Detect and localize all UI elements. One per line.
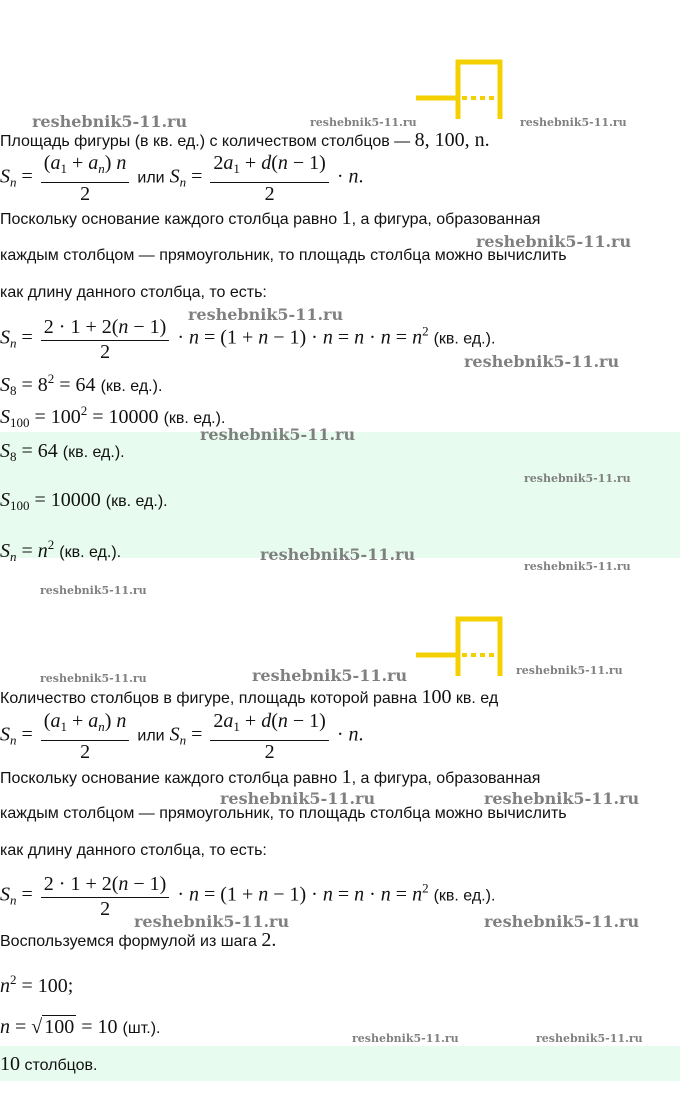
part1-para3: как длину данного столбца, то есть: xyxy=(0,284,267,301)
site-logo-icon xyxy=(414,58,504,122)
part2-para2: каждым столбцом — прямоугольник, то площадь столбца можно вычислить xyxy=(0,805,567,822)
s8-calc: $S_8 = 8^2 = 64$ (кв. ед.). xyxy=(0,371,163,398)
watermark: reshebnik5-11.ru xyxy=(134,912,290,931)
watermark: reshebnik5-11.ru xyxy=(40,672,147,685)
watermark: reshebnik5-11.ru xyxy=(464,352,620,371)
part1-para1: Поскольку основание каждого столбца равно 1, а фигура, образованная xyxy=(0,207,541,229)
watermark: reshebnik5-11.ru xyxy=(252,666,408,685)
part2-para1: Поскольку основание каждого столбца равно 1, а фигура, образованная xyxy=(0,766,541,788)
equation-n-squared: $n^2 = 100$; xyxy=(0,972,74,997)
watermark: reshebnik5-11.ru xyxy=(188,305,344,324)
final-answer: 10 столбцов. xyxy=(0,1053,98,1075)
watermark: reshebnik5-11.ru xyxy=(220,789,376,808)
s100-calc: $S_{100} = 100^2 = 10000$ (кв. ед.). xyxy=(0,403,226,430)
watermark: reshebnik5-11.ru xyxy=(310,116,417,129)
watermark: reshebnik5-11.ru xyxy=(200,425,356,444)
step-reference: Воспользуемся формулой из шага 2. xyxy=(0,929,277,951)
watermark: reshebnik5-11.ru xyxy=(524,560,631,573)
watermark: reshebnik5-11.ru xyxy=(516,664,623,677)
watermark: reshebnik5-11.ru xyxy=(476,232,632,251)
answer-s8: $S_8 = 64$ (кв. ед.). xyxy=(0,440,125,464)
watermark: reshebnik5-11.ru xyxy=(32,112,188,131)
watermark: reshebnik5-11.ru xyxy=(352,1032,459,1045)
answer-block xyxy=(0,1046,680,1081)
answer-s100: $S_{100} = 10000$ (кв. ед.). xyxy=(0,489,168,513)
watermark: reshebnik5-11.ru xyxy=(484,912,640,931)
intro-math: 8, 100, n. xyxy=(414,129,490,151)
derived-formula: $S_n$ = $\frac{2 \cdot 1 + 2(n - 1)}{2}$ · $n = (1 + n - 1) \cdot n = n \cdot n = n^2$ (кв. ед.). xyxy=(0,316,496,363)
watermark: reshebnik5-11.ru xyxy=(40,584,147,597)
sum-formula: $S_n$ = $\frac{(a_1 + a_n) n}{2}$ или $S_n$ = $\frac{2a_1 + d(n - 1)}{2}$ · n. xyxy=(0,710,364,763)
derived-formula: $S_n$ = $\frac{2 \cdot 1 + 2(n - 1)}{2}$ · $n = (1 + n - 1) \cdot n = n \cdot n = n^2$ (кв. ед.). xyxy=(0,873,496,920)
watermark: reshebnik5-11.ru xyxy=(524,472,631,485)
part2-intro: Количество столбцов в фигуре, площадь которой равна 100 кв. ед xyxy=(0,686,499,708)
sum-formula: $S_n$ = $\frac{(a_1 + a_n) n}{2}$ или $S_n$ = $\frac{2a_1 + d(n - 1)}{2}$ · n. xyxy=(0,152,364,205)
watermark: reshebnik5-11.ru xyxy=(536,1032,643,1045)
part1-intro: Площадь фигуры (в кв. ед.) с количеством столбцов — 8, 100, n. xyxy=(0,129,490,151)
equation-n-root: n = √ 100 = 10 (шт.). xyxy=(0,1016,161,1038)
watermark: reshebnik5-11.ru xyxy=(260,545,416,564)
watermark: reshebnik5-11.ru xyxy=(484,789,640,808)
answer-sn: $S_n = n^2$ (кв. ед.). xyxy=(0,537,122,564)
watermark: reshebnik5-11.ru xyxy=(520,116,627,129)
part2-para3: как длину данного столбца, то есть: xyxy=(0,842,267,859)
part1-para2: каждым столбцом — прямоугольник, то площадь столбца можно вычислить xyxy=(0,247,567,264)
site-logo-icon xyxy=(414,615,504,679)
